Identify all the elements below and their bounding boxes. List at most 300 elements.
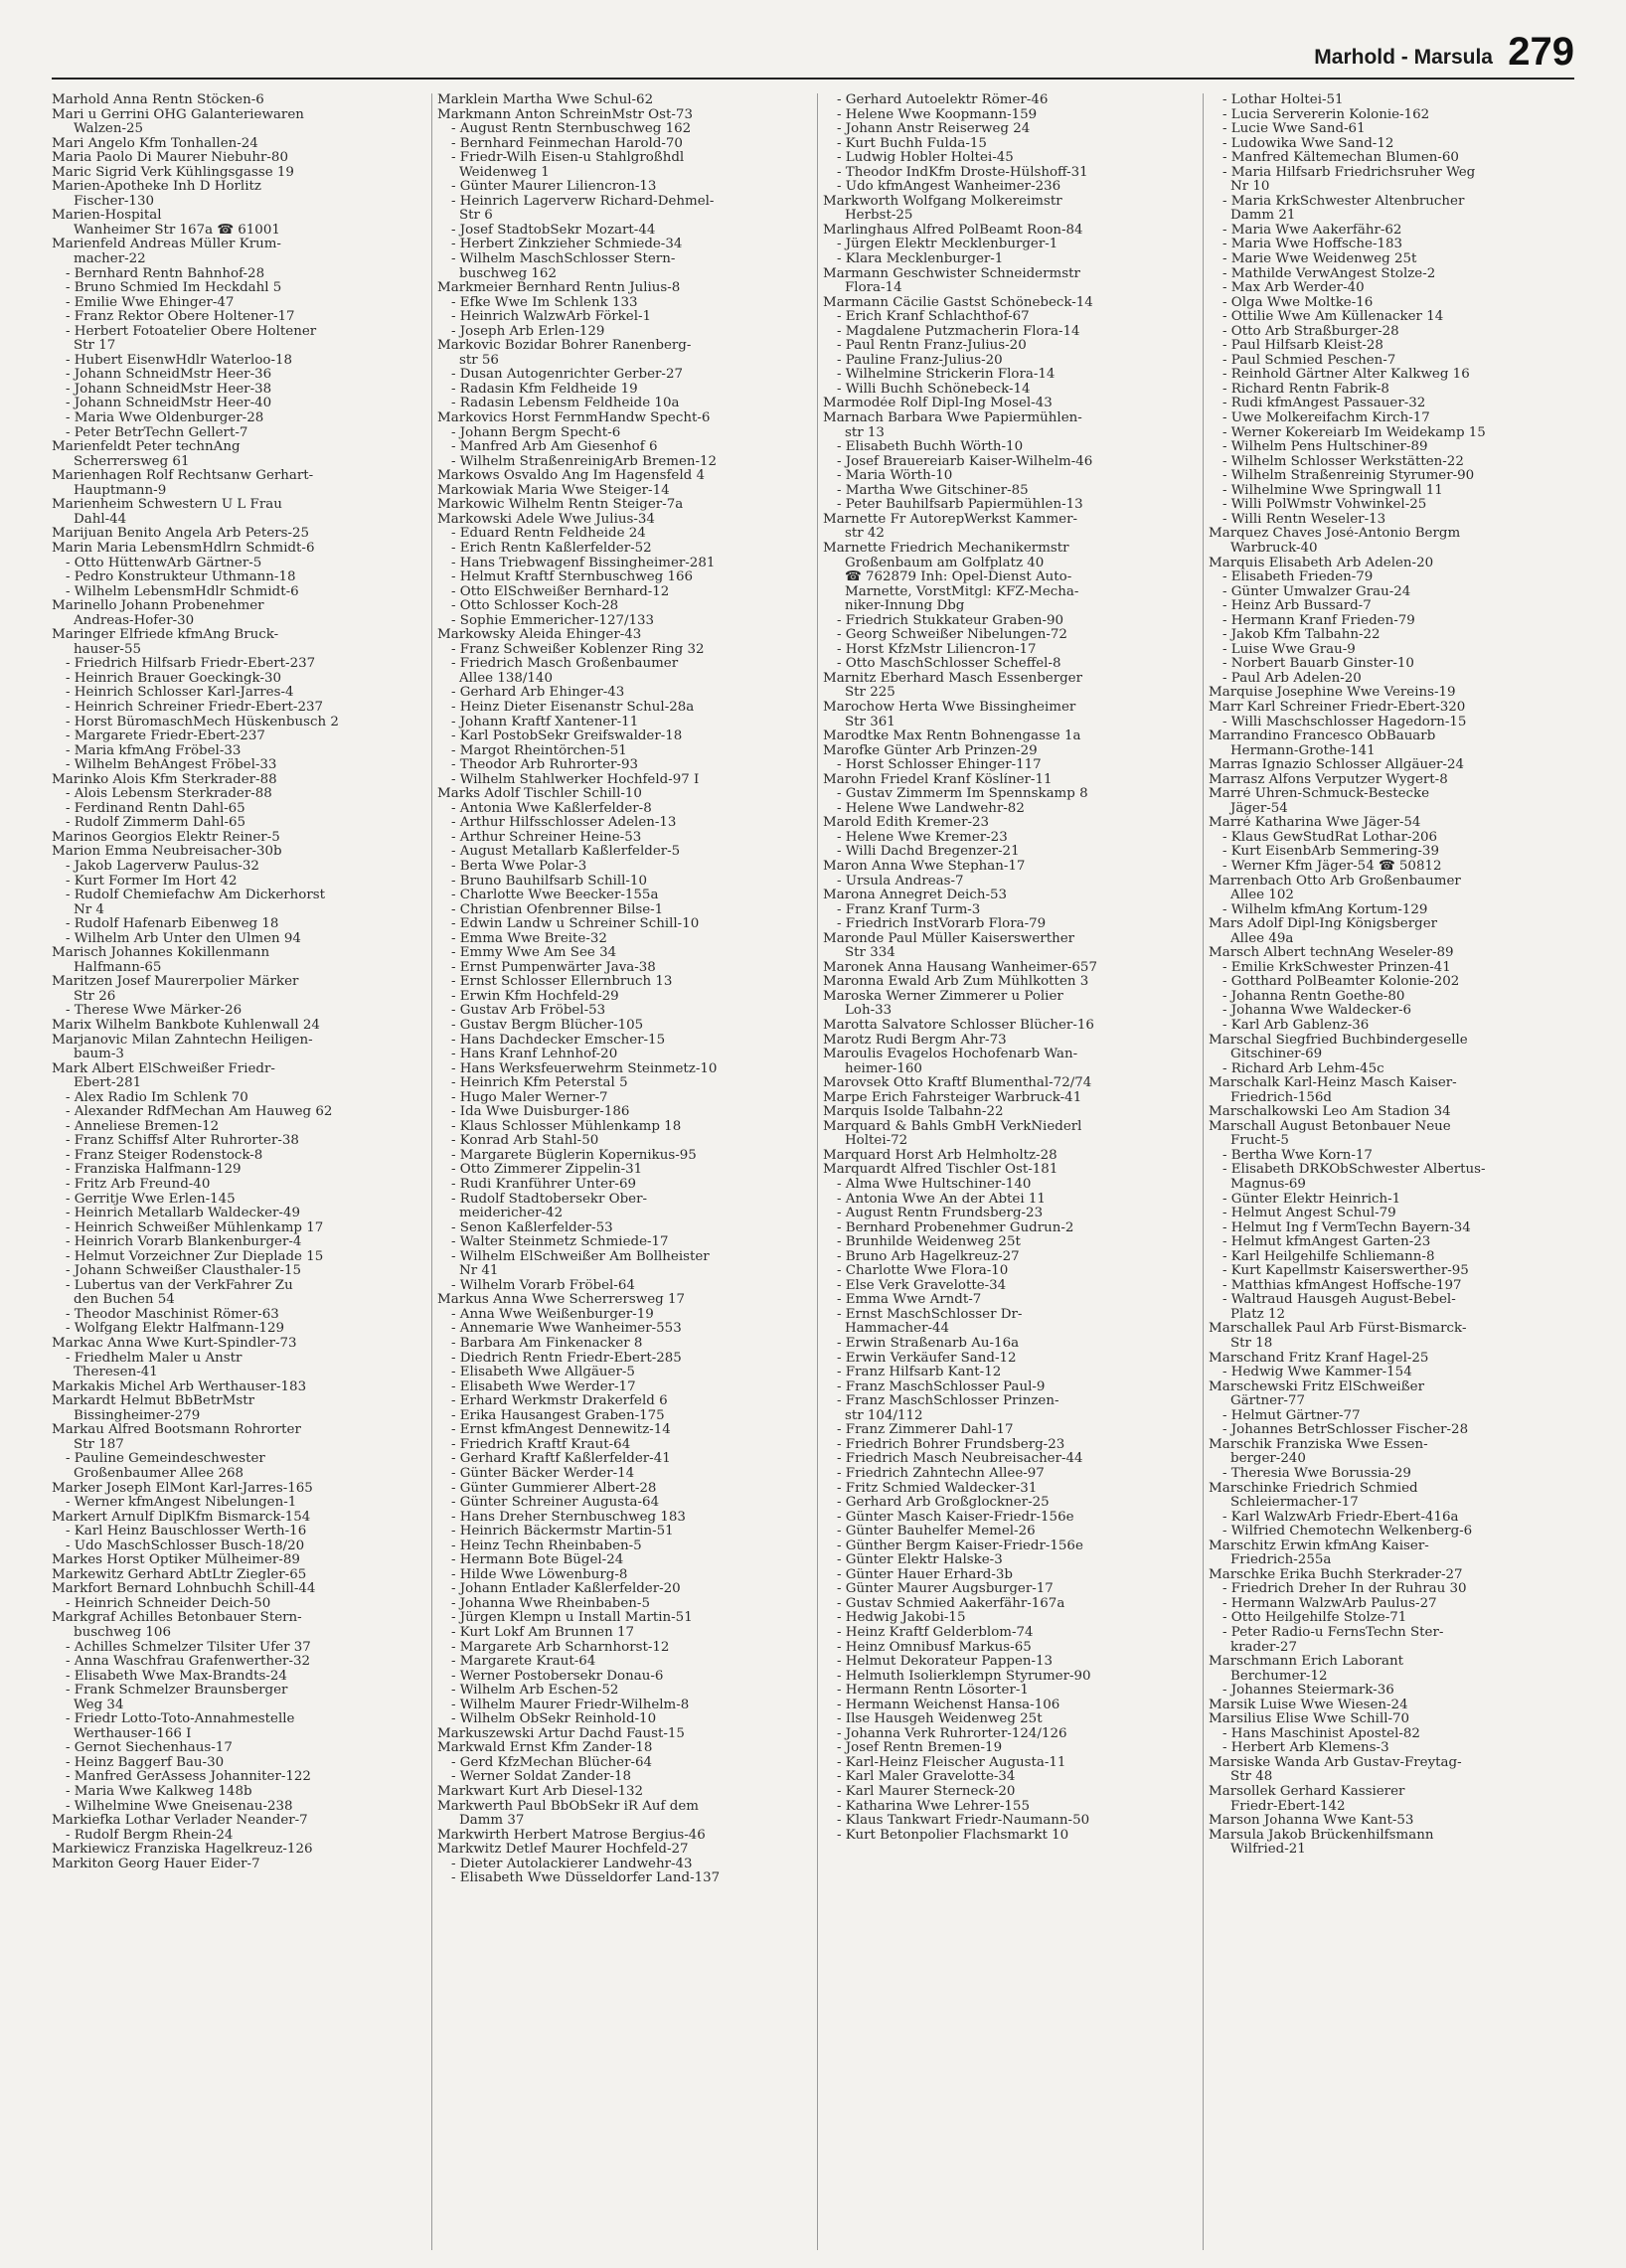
directory-entry-line: Marhold Anna Rentn Stöcken-6: [52, 93, 264, 107]
directory-entry-line: Schleiermacher-17: [1230, 1496, 1359, 1511]
directory-entry-line: - Herbert Arb Klemens-3: [1222, 1741, 1389, 1756]
directory-entry-line: - Bernhard Feinmechan Harold-70: [451, 136, 683, 151]
directory-entry-line: - Alexander RdfMechan Am Hauweg 62: [66, 1105, 333, 1120]
directory-entry-line: - Katharina Wwe Lehrer-155: [837, 1799, 1030, 1814]
directory-entry-line: - Peter Radio-u FernsTechn Ster-: [1222, 1625, 1444, 1640]
directory-entry-line: Mars Adolf Dipl-Ing Königsberger: [1209, 917, 1438, 932]
directory-entry-line: - Ernst MaschSchlosser Dr-: [837, 1307, 1023, 1322]
column-4: [1209, 93, 1581, 2248]
directory-entry-line: - Wilhelm ElSchweißer Am Bollheister: [451, 1249, 710, 1264]
directory-entry-line: - Günter Bauhelfer Memel-26: [837, 1525, 1036, 1539]
directory-entry-line: - Johanna Verk Ruhrorter-124/126: [837, 1726, 1067, 1741]
directory-entry-line: - Gerhard Kraftf Kaßlerfelder-41: [451, 1452, 671, 1467]
directory-entry-line: - Emmy Wwe Am See 34: [451, 946, 617, 961]
directory-entry-line: - Franziska Halfmann-129: [66, 1163, 242, 1178]
directory-entry-line: - Ilse Hausgeh Weidenweg 25t: [837, 1712, 1043, 1727]
directory-entry-line: Großenbaumer Allee 268: [74, 1466, 244, 1481]
directory-entry-line: Werthauser-166 I: [74, 1726, 192, 1741]
directory-entry-line: - Johann Anstr Reiserweg 24: [837, 122, 1031, 137]
directory-entry-line: baum-3: [74, 1048, 124, 1062]
directory-entry-line: - Wilhelmine Wwe Gneisenau-238: [66, 1799, 293, 1814]
directory-entry-line: - Wilhelm Vorarb Fröbel-64: [451, 1278, 635, 1293]
directory-entry-line: Herbst-25: [845, 209, 913, 224]
directory-entry-line: - Emilie KrkSchwester Prinzen-41: [1222, 960, 1451, 975]
directory-entry-line: Maronek Anna Hausang Wanheimer-657: [823, 960, 1097, 975]
directory-entry-line: - Gustav Bergm Blücher-105: [451, 1019, 644, 1033]
directory-entry-line: - Margarete Friedr-Ebert-237: [66, 729, 265, 744]
directory-entry-line: - Johann SchneidMstr Heer-40: [66, 397, 272, 411]
directory-entry-line: - Heinrich Brauer Goeckingk-30: [66, 671, 282, 686]
directory-entry-line: Dahl-44: [74, 512, 127, 527]
directory-entry-line: - Karl-Heinz Fleischer Augusta-11: [837, 1755, 1066, 1770]
directory-entry-line: Andreas-Hofer-30: [74, 613, 195, 628]
directory-entry-line: - Wolfgang Elektr Halfmann-129: [66, 1322, 284, 1337]
directory-entry-line: Marlinghaus Alfred PolBeamt Roon-84: [823, 223, 1083, 238]
directory-entry-line: - Jakob Lagerverw Paulus-32: [66, 859, 259, 874]
directory-entry-line: Marinko Alois Kfm Sterkrader-88: [52, 772, 277, 787]
directory-entry-line: - Wilhelm BehAngest Fröbel-33: [66, 758, 277, 773]
directory-entry-line: - Helene Wwe Kremer-23: [837, 830, 1008, 845]
directory-entry-line: str 56: [459, 353, 499, 368]
directory-entry-line: - Lubertus van der VerkFahrer Zu: [66, 1278, 293, 1293]
directory-entry-line: - Werner Kfm Jäger-54 ☎ 50812: [1222, 859, 1442, 874]
directory-entry-line: Frucht-5: [1230, 1134, 1289, 1149]
directory-entry-line: - Bruno Schmied Im Heckdahl 5: [66, 281, 282, 296]
directory-entry-line: - Werner kfmAngest Nibelungen-1: [66, 1496, 297, 1511]
directory-entry-line: - Ernst Pumpenwärter Java-38: [451, 960, 656, 975]
directory-entry-line: Marks Adolf Tischler Schill-10: [437, 787, 642, 802]
directory-entry-line: - Helmuth Isolierklempn Styrumer-90: [837, 1669, 1091, 1684]
directory-entry-line: - Günter Umwalzer Grau-24: [1222, 584, 1411, 599]
directory-entry-line: - Franz Rektor Obere Holtener-17: [66, 310, 295, 325]
directory-entry-line: Markiefka Lothar Verlader Neander-7: [52, 1814, 308, 1829]
directory-entry-line: - Rudi Kranführer Unter-69: [451, 1178, 636, 1193]
directory-entry-line: - Gerhard Arb Großglockner-25: [837, 1496, 1050, 1511]
directory-entry-line: krader-27: [1230, 1640, 1297, 1655]
directory-entry-line: - Anneliese Bremen-12: [66, 1119, 220, 1134]
directory-entry-line: - Willi Rentn Weseler-13: [1222, 512, 1386, 527]
directory-entry-line: - Ludowika Wwe Sand-12: [1222, 136, 1394, 151]
directory-entry-line: - Bertha Wwe Korn-17: [1222, 1148, 1373, 1163]
directory-entry-line: - Erwin Straßenarb Au-16a: [837, 1337, 1020, 1352]
directory-entry-line: - Johann Entlader Kaßlerfelder-20: [451, 1582, 681, 1597]
directory-entry-line: - Rudolf Chemiefachw Am Dickerhorst: [66, 889, 326, 903]
directory-entry-line: Marold Edith Kremer-23: [823, 816, 990, 831]
directory-entry-line: Maron Anna Wwe Stephan-17: [823, 859, 1026, 874]
directory-entry-line: Marmann Geschwister Schneidermstr: [823, 266, 1080, 281]
directory-entry-line: - Hermann Bote Bügel-24: [451, 1553, 624, 1568]
directory-entry-line: - Johannes Steiermark-36: [1222, 1684, 1394, 1699]
directory-entry-line: Marovsek Otto Kraftf Blumenthal-72/74: [823, 1076, 1092, 1091]
directory-entry-line: - Peter Bauhilfsarb Papiermühlen-13: [837, 498, 1083, 513]
directory-entry-line: - Kurt Betonpolier Flachsmarkt 10: [837, 1828, 1069, 1843]
directory-entry-line: - Johann SchneidMstr Heer-38: [66, 382, 272, 397]
column-divider: [1203, 93, 1204, 2250]
directory-entry-line: - Wilhelm MaschSchlosser Stern-: [451, 252, 676, 267]
directory-entry-line: - Georg Schweißer Nibelungen-72: [837, 628, 1067, 643]
directory-entry-line: - Paul Arb Adelen-20: [1222, 671, 1362, 686]
directory-entry-line: - Werner Postobersekr Donau-6: [451, 1669, 664, 1684]
directory-entry-line: ☎ 762879 Inh: Opel-Dienst Auto-: [845, 570, 1072, 585]
directory-entry-line: - Richard Rentn Fabrik-8: [1222, 382, 1389, 397]
directory-entry-line: - Erika Hausangest Graben-175: [451, 1408, 665, 1423]
directory-entry-line: Markac Anna Wwe Kurt-Spindler-73: [52, 1337, 297, 1352]
directory-entry-line: Marschallek Paul Arb Fürst-Bismarck-: [1209, 1322, 1467, 1337]
directory-entry-line: - Hermann Weichenst Hansa-106: [837, 1698, 1060, 1712]
directory-entry-line: Theresen-41: [74, 1366, 158, 1380]
directory-entry-line: Marienhagen Rolf Rechtsanw Gerhart-: [52, 469, 314, 484]
directory-entry-line: Marrasz Alfons Verputzer Wygert-8: [1209, 772, 1448, 787]
directory-entry-line: - Heinrich Lagerverw Richard-Dehmel-: [451, 194, 715, 209]
directory-entry-line: - Heinrich Bäckermstr Martin-51: [451, 1525, 674, 1539]
directory-entry-line: Markert Arnulf DiplKfm Bismarck-154: [52, 1510, 311, 1525]
directory-entry-line: - Gotthard PolBeamter Kolonie-202: [1222, 975, 1460, 990]
directory-entry-line: - Wilhelmine Wwe Springwall 11: [1222, 483, 1443, 498]
directory-entry-line: - Kurt Former Im Hort 42: [66, 874, 238, 889]
directory-entry-line: Damm 21: [1230, 209, 1296, 224]
directory-entry-line: Marmodée Rolf Dipl-Ing Mosel-43: [823, 397, 1053, 411]
directory-entry-line: - Rudolf Zimmerm Dahl-65: [66, 816, 246, 831]
directory-entry-line: - Therese Wwe Märker-26: [66, 1004, 243, 1019]
directory-entry-line: - Günter Masch Kaiser-Friedr-156e: [837, 1510, 1074, 1525]
directory-entry-line: Maroska Werner Zimmerer u Polier: [823, 989, 1063, 1004]
directory-entry-line: Markfort Bernard Lohnbuchh Schill-44: [52, 1582, 316, 1597]
directory-entry-line: - Otto HüttenwArb Gärtner-5: [66, 556, 262, 570]
directory-entry-line: - Wilhelm Stahlwerker Hochfeld-97 I: [451, 772, 700, 787]
directory-entry-line: Marpe Erich Fahrsteiger Warbruck-41: [823, 1090, 1082, 1105]
directory-entry-line: - Dieter Autolackierer Landwehr-43: [451, 1857, 693, 1871]
directory-entry-line: - Johann SchneidMstr Heer-36: [66, 368, 272, 383]
column-3: [823, 93, 1196, 2248]
directory-entry-line: - Heinz Dieter Eisenanstr Schul-28a: [451, 700, 695, 715]
directory-entry-line: macher-22: [74, 252, 146, 267]
directory-entry-line: - Bernhard Probenehmer Gudrun-2: [837, 1220, 1074, 1235]
directory-entry-line: - Anna Waschfrau Grafenwerther-32: [66, 1655, 311, 1670]
directory-entry-line: Marinello Johann Probenehmer: [52, 599, 264, 614]
directory-entry-line: - Heinrich Vorarb Blankenburger-4: [66, 1235, 302, 1250]
directory-entry-line: - Ferdinand Rentn Dahl-65: [66, 801, 245, 816]
directory-entry-line: - Helmut Gärtner-77: [1222, 1408, 1361, 1423]
directory-entry-line: - Waltraud Hausgeh August-Bebel-: [1222, 1293, 1456, 1308]
directory-entry-line: Nr 10: [1230, 180, 1270, 195]
directory-entry-line: - Kurt Lokf Am Brunnen 17: [451, 1625, 635, 1640]
directory-entry-line: Marquez Chaves José-Antonio Bergm: [1209, 527, 1461, 542]
directory-entry-line: Marnette Fr AutorepWerkst Kammer-: [823, 512, 1078, 527]
directory-entry-line: - Günther Bergm Kaiser-Friedr-156e: [837, 1539, 1083, 1553]
directory-entry-line: Str 48: [1230, 1770, 1273, 1785]
directory-entry-line: - Elisabeth Buchh Wörth-10: [837, 440, 1024, 455]
directory-entry-line: - Friedrich Zahntechn Allee-97: [837, 1466, 1045, 1481]
directory-entry-line: - Ida Wwe Duisburger-186: [451, 1105, 630, 1120]
directory-entry-line: - Klaus GewStudRat Lothar-206: [1222, 830, 1438, 845]
directory-entry-line: Marras Ignazio Schlosser Allgäuer-24: [1209, 758, 1465, 773]
directory-entry-line: - Ursula Andreas-7: [837, 874, 964, 889]
directory-entry-line: - Heinz Techn Rheinbaben-5: [451, 1539, 642, 1553]
directory-entry-line: - Josef Brauereiarb Kaiser-Wilhelm-46: [837, 454, 1093, 469]
directory-entry-line: - Bruno Arb Hagelkreuz-27: [837, 1249, 1020, 1264]
directory-entry-line: - Horst KfzMstr Liliencron-17: [837, 642, 1037, 657]
directory-entry-line: meidericher-42: [459, 1207, 564, 1221]
directory-entry-line: - Dusan Autogenrichter Gerber-27: [451, 368, 683, 383]
directory-entry-line: Weidenweg 1: [459, 165, 550, 180]
directory-entry-line: Marofke Günter Arb Prinzen-29: [823, 743, 1038, 758]
directory-entry-line: Markwirth Herbert Matrose Bergius-46: [437, 1828, 706, 1843]
directory-entry-line: Marona Annegret Deich-53: [823, 889, 1008, 903]
directory-entry-line: str 42: [845, 527, 885, 542]
directory-entry-line: - Hans Maschinist Apostel-82: [1222, 1726, 1420, 1741]
directory-entry-line: - Gerhard Arb Ehinger-43: [451, 686, 625, 701]
directory-entry-line: Str 361: [845, 715, 895, 729]
directory-entry-line: - Günter Bäcker Werder-14: [451, 1466, 635, 1481]
directory-entry-line: - Heinz Omnibusf Markus-65: [837, 1640, 1032, 1655]
directory-entry-line: - Erhard Werkmstr Drakerfeld 6: [451, 1394, 668, 1409]
directory-entry-line: Marien-Apotheke Inh D Horlitz: [52, 180, 261, 195]
directory-entry-line: - Friedr-Wilh Eisen-u Stahlgroßhdl: [451, 151, 685, 166]
directory-entry-line: Marotz Rudi Bergm Ahr-73: [823, 1033, 1007, 1048]
directory-entry-line: - Wilhelm Maurer Friedr-Wilhelm-8: [451, 1698, 690, 1712]
directory-entry-line: - Karl WalzwArb Friedr-Ebert-416a: [1222, 1510, 1459, 1525]
directory-entry-line: Marnette, VorstMitgl: KFZ-Mecha-: [845, 584, 1079, 599]
directory-entry-line: Marschall August Betonbauer Neue: [1209, 1119, 1451, 1134]
directory-entry-line: Maronna Ewald Arb Zum Mühlkotten 3: [823, 975, 1089, 990]
directory-entry-line: den Buchen 54: [74, 1293, 175, 1308]
directory-entry-line: Markovic Bozidar Bohrer Ranenberg-: [437, 339, 692, 354]
directory-entry-line: - Franz MaschSchlosser Prinzen-: [837, 1394, 1059, 1409]
directory-entry-line: - Marie Wwe Weidenweg 25t: [1222, 252, 1417, 267]
directory-entry-line: Markgraf Achilles Betonbauer Stern-: [52, 1611, 302, 1626]
directory-entry-line: - Karl Heinz Bauschlosser Werth-16: [66, 1525, 307, 1539]
directory-entry-line: - Klara Mecklenburger-1: [837, 252, 1004, 267]
directory-entry-line: - Rudolf Bergm Rhein-24: [66, 1828, 234, 1843]
directory-entry-line: - Pauline Gemeindeschwester: [66, 1452, 265, 1467]
directory-entry-line: Marsula Jakob Brückenhilfsmann: [1209, 1828, 1434, 1843]
directory-entry-line: Markowsky Aleida Ehinger-43: [437, 628, 642, 643]
directory-entry-line: Markwitz Detlef Maurer Hochfeld-27: [437, 1843, 689, 1858]
directory-entry-line: Markworth Wolfgang Molkereimstr: [823, 194, 1062, 209]
directory-entry-line: - Maria Wwe Hoffsche-183: [1222, 238, 1403, 252]
directory-entry-line: - Uwe Molkereifachm Kirch-17: [1222, 411, 1430, 426]
directory-entry-line: Marotta Salvatore Schlosser Blücher-16: [823, 1019, 1094, 1033]
directory-entry-line: Marr Karl Schreiner Friedr-Ebert-320: [1209, 700, 1466, 715]
directory-entry-line: - Heinrich Kfm Peterstal 5: [451, 1076, 628, 1091]
directory-entry-line: str 104/112: [845, 1408, 923, 1423]
directory-entry-line: - Otto Zimmerer Zippelin-31: [451, 1163, 643, 1178]
directory-entry-line: Markes Horst Optiker Mülheimer-89: [52, 1553, 300, 1568]
directory-entry-line: - Pauline Franz-Julius-20: [837, 353, 1003, 368]
directory-entry-line: - Luise Wwe Grau-9: [1222, 642, 1356, 657]
directory-entry-line: - Barbara Am Finkenacker 8: [451, 1337, 643, 1352]
directory-entry-line: - Helmut Ing f VermTechn Bayern-34: [1222, 1220, 1471, 1235]
directory-entry-line: str 13: [845, 425, 885, 440]
directory-entry-line: - Otto MaschSchlosser Scheffel-8: [837, 657, 1061, 672]
directory-entry-line: Friedrich-156d: [1230, 1090, 1332, 1105]
directory-entry-line: - Friedr Lotto-Toto-Annahmestelle: [66, 1712, 295, 1727]
directory-entry-line: Halfmann-65: [74, 960, 162, 975]
directory-entry-line: - Arthur Hilfsschlosser Adelen-13: [451, 816, 677, 831]
directory-entry-line: - Heinz Kraftf Gelderblom-74: [837, 1625, 1034, 1640]
directory-entry-line: - Helene Wwe Koopmann-159: [837, 107, 1038, 122]
directory-entry-line: - Lothar Holtei-51: [1222, 93, 1344, 107]
directory-entry-line: Marisch Johannes Kokillenmann: [52, 946, 270, 961]
directory-entry-line: - Günter Schreiner Augusta-64: [451, 1496, 660, 1511]
directory-entry-line: - Ottilie Wwe Am Küllenacker 14: [1222, 310, 1444, 325]
directory-entry-line: Str 6: [459, 209, 493, 224]
directory-entry-line: - Kurt EisenbArb Semmering-39: [1222, 845, 1439, 860]
directory-entry-line: - Heinrich Schneider Deich-50: [66, 1596, 271, 1611]
directory-entry-line: Hermann-Grothe-141: [1230, 743, 1376, 758]
directory-entry-line: - Jürgen Elektr Mecklenburger-1: [837, 238, 1058, 252]
directory-entry-line: Markiton Georg Hauer Eider-7: [52, 1857, 260, 1871]
directory-entry-line: - Theodor Arb Ruhrorter-93: [451, 758, 638, 773]
directory-entry-line: Holtei-72: [845, 1134, 908, 1149]
directory-entry-line: Platz 12: [1230, 1307, 1286, 1322]
directory-entry-line: Wanheimer Str 167a ☎ 61001: [74, 223, 280, 238]
directory-entry-line: - Hans Werksfeuerwehrm Steinmetz-10: [451, 1061, 718, 1076]
directory-entry-line: - Elisabeth Wwe Düsseldorfer Land-137: [451, 1871, 721, 1886]
directory-entry-line: - Günter Gummierer Albert-28: [451, 1481, 657, 1496]
directory-entry-line: Markewitz Gerhard AbtLtr Ziegler-65: [52, 1567, 307, 1582]
directory-entry-line: Marsollek Gerhard Kassierer: [1209, 1784, 1405, 1799]
directory-entry-line: - Paul Schmied Peschen-7: [1222, 353, 1396, 368]
directory-entry-line: - Wilhelm Arb Eschen-52: [451, 1684, 619, 1699]
directory-entry-line: - Wilhelm kfmAng Kortum-129: [1222, 902, 1428, 917]
directory-entry-line: - Fritz Arb Freund-40: [66, 1178, 211, 1193]
directory-entry-line: - Peter BetrTechn Gellert-7: [66, 425, 248, 440]
directory-entry-line: Mark Albert ElSchweißer Friedr-: [52, 1061, 275, 1076]
directory-entry-line: - Franz Hilfsarb Kant-12: [837, 1366, 1002, 1380]
directory-entry-line: - Charlotte Wwe Flora-10: [837, 1264, 1009, 1279]
directory-entry-line: Marienfeld Andreas Müller Krum-: [52, 238, 281, 252]
directory-entry-line: - Heinz Arb Bussard-7: [1222, 599, 1372, 614]
directory-entry-line: Markwald Ernst Kfm Zander-18: [437, 1741, 653, 1756]
directory-entry-line: - Karl Heilgehilfe Schliemann-8: [1222, 1249, 1435, 1264]
directory-entry-line: Marnette Friedrich Mechanikermstr: [823, 541, 1069, 556]
directory-entry-line: - Wilhelm Schlosser Werkstätten-22: [1222, 454, 1464, 469]
directory-entry-line: Allee 49a: [1230, 931, 1294, 946]
directory-entry-line: - Kurt Buchh Fulda-15: [837, 136, 987, 151]
directory-entry-line: - Karl PostobSekr Greifswalder-18: [451, 729, 683, 744]
directory-entry-line: Marson Johanna Wwe Kant-53: [1209, 1814, 1414, 1829]
directory-entry-line: - Alex Radio Im Schlenk 70: [66, 1090, 248, 1105]
directory-entry-line: - Magdalene Putzmacherin Flora-14: [837, 324, 1080, 339]
directory-entry-line: - Maria Hilfsarb Friedrichsruher Weg: [1222, 165, 1476, 180]
directory-entry-line: Marré Uhren-Schmuck-Bestecke: [1209, 787, 1430, 802]
directory-entry-line: Marschand Fritz Kranf Hagel-25: [1209, 1351, 1429, 1366]
directory-entry-line: Markowiak Maria Wwe Steiger-14: [437, 483, 670, 498]
directory-entry-line: - Udo kfmAngest Wanheimer-236: [837, 180, 1061, 195]
directory-entry-line: - Johann Kraftf Xantener-11: [451, 715, 639, 729]
directory-entry-line: Markiewicz Franziska Hagelkreuz-126: [52, 1843, 313, 1858]
directory-entry-line: Ebert-281: [74, 1076, 142, 1091]
page-number: 279: [1508, 30, 1574, 74]
directory-entry-line: - Hans Triebwagenf Bissingheimer-281: [451, 556, 716, 570]
directory-entry-line: - Wilfried Chemotechn Welkenberg-6: [1222, 1525, 1473, 1539]
directory-entry-line: - Rudolf Stadtobersekr Ober-: [451, 1192, 648, 1207]
directory-entry-line: - Hermann WalzwArb Paulus-27: [1222, 1596, 1437, 1611]
directory-entry-line: Maronde Paul Müller Kaiserswerther: [823, 931, 1075, 946]
directory-entry-line: - Friedrich Hilfsarb Friedr-Ebert-237: [66, 657, 316, 672]
directory-entry-line: Marschalk Karl-Heinz Masch Kaiser-: [1209, 1076, 1457, 1091]
directory-entry-line: - Elisabeth DRKObSchwester Albertus-: [1222, 1163, 1486, 1178]
directory-entry-line: Marix Wilhelm Bankbote Kuhlenwall 24: [52, 1019, 320, 1033]
directory-entry-line: - August Metallarb Kaßlerfelder-5: [451, 845, 681, 860]
column-divider: [817, 93, 818, 2250]
directory-entry-line: - Wilhelm StraßenreinigArb Bremen-12: [451, 454, 718, 469]
directory-entry-line: - Erich Kranf Schlachthof-67: [837, 310, 1030, 325]
directory-entry-line: Allee 138/140: [459, 671, 553, 686]
directory-entry-line: Großenbaum am Golfplatz 40: [845, 556, 1045, 570]
directory-entry-line: - Emilie Wwe Ehinger-47: [66, 295, 235, 310]
directory-entry-line: Maric Sigrid Verk Kühlingsgasse 19: [52, 165, 294, 180]
directory-entry-line: - Joseph Arb Erlen-129: [451, 324, 605, 339]
directory-entry-line: - Heinrich WalzwArb Förkel-1: [451, 310, 652, 325]
directory-entry-line: - Herbert Zinkzieher Schmiede-34: [451, 238, 683, 252]
directory-entry-line: Scherrersweg 61: [74, 454, 190, 469]
directory-entry-line: - Helmut Kraftf Sternbuschweg 166: [451, 570, 694, 585]
directory-entry-line: buschweg 162: [459, 266, 557, 281]
directory-entry-line: - Berta Wwe Polar-3: [451, 859, 587, 874]
directory-entry-line: - Matthias kfmAngest Hoffsche-197: [1222, 1278, 1462, 1293]
directory-entry-line: Marjanovic Milan Zahntechn Heiligen-: [52, 1033, 313, 1048]
directory-entry-line: - Frank Schmelzer Braunsberger: [66, 1684, 288, 1699]
directory-entry-line: Magnus-69: [1230, 1178, 1306, 1193]
directory-entry-line: - Jürgen Klempn u Install Martin-51: [451, 1611, 693, 1626]
directory-entry-line: Bissingheimer-279: [74, 1408, 201, 1423]
directory-entry-line: - Willi Maschschlosser Hagedorn-15: [1222, 715, 1467, 729]
directory-entry-line: - Ernst kfmAngest Dennewitz-14: [451, 1423, 671, 1438]
directory-entry-line: - Otto ElSchweißer Bernhard-12: [451, 584, 670, 599]
directory-entry-line: Markows Osvaldo Ang Im Hagensfeld 4: [437, 469, 705, 484]
directory-entry-line: - Helmut Dekorateur Pappen-13: [837, 1655, 1054, 1670]
directory-entry-line: Str 334: [845, 946, 895, 961]
column-1: [52, 93, 424, 2248]
directory-entry-line: - Karl Maler Gravelotte-34: [837, 1770, 1016, 1785]
directory-entry-line: Markwerth Paul BbObSekr iR Auf dem: [437, 1799, 699, 1814]
directory-entry-line: - Wilhelm Straßenreinig Styrumer-90: [1222, 469, 1475, 484]
directory-entry-line: - Maria Wwe Oldenburger-28: [66, 411, 264, 426]
directory-entry-line: Weg 34: [74, 1698, 124, 1712]
directory-entry-line: Marin Maria LebensmHdlrn Schmidt-6: [52, 541, 315, 556]
directory-entry-line: - Franz Steiger Rodenstock-8: [66, 1148, 263, 1163]
directory-entry-line: Marschke Erika Buchh Sterkrader-27: [1209, 1567, 1463, 1582]
directory-entry-line: - Friedrich Stukkateur Graben-90: [837, 613, 1064, 628]
directory-entry-line: - Willi PolWmstr Vohwinkel-25: [1222, 498, 1427, 513]
directory-entry-line: Marinos Georgios Elektr Reiner-5: [52, 830, 280, 845]
directory-entry-line: - Johann Bergm Specht-6: [451, 425, 621, 440]
directory-entry-line: - Johannes BetrSchlosser Fischer-28: [1222, 1423, 1469, 1438]
directory-entry-line: Marion Emma Neubreisacher-30b: [52, 845, 282, 860]
directory-entry-line: - Manfred Arb Am Giesenhof 6: [451, 440, 658, 455]
directory-entry-line: - Heinrich Schweißer Mühlenkamp 17: [66, 1220, 324, 1235]
directory-entry-line: Marker Joseph ElMont Karl-Jarres-165: [52, 1481, 313, 1496]
directory-entry-line: Allee 102: [1230, 889, 1294, 903]
directory-entry-line: Damm 37: [459, 1814, 525, 1829]
directory-entry-line: Maritzen Josef Maurerpolier Märker: [52, 975, 299, 990]
directory-entry-line: Jäger-54: [1230, 801, 1288, 816]
directory-entry-line: - Maria Wörth-10: [837, 469, 953, 484]
directory-entry-line: - Reinhold Gärtner Alter Kalkweg 16: [1222, 368, 1470, 383]
directory-entry-line: - Heinrich Metallarb Waldecker-49: [66, 1207, 300, 1221]
directory-entry-line: Friedr-Ebert-142: [1230, 1799, 1346, 1814]
directory-entry-line: - Günter Maurer Augsburger-17: [837, 1582, 1054, 1597]
directory-entry-line: buschweg 106: [74, 1625, 171, 1640]
directory-entry-line: - Friedrich Masch Großenbaumer: [451, 657, 679, 672]
directory-entry-line: - Johanna Rentn Goethe-80: [1222, 989, 1405, 1004]
directory-entry-line: Marquis Isolde Talbahn-22: [823, 1105, 1004, 1120]
directory-entry-line: Marsch Albert technAng Weseler-89: [1209, 946, 1454, 961]
directory-entry-line: - Günter Hauer Erhard-3b: [837, 1567, 1013, 1582]
directory-entry-line: - Helene Wwe Landwehr-82: [837, 801, 1025, 816]
